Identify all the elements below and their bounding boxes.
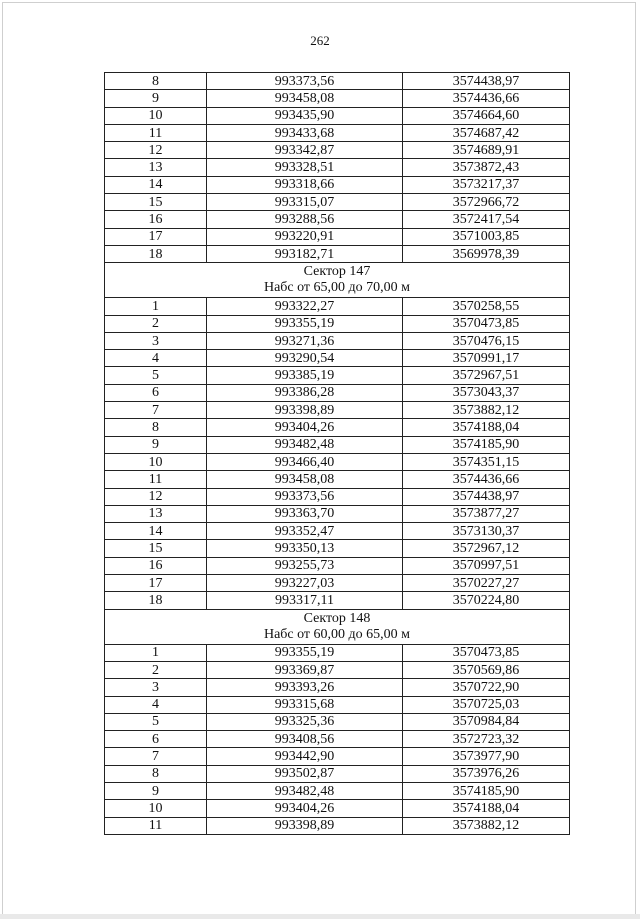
sector-header-row — [105, 263, 570, 298]
table-row — [105, 505, 570, 522]
point-number-cell: 9 — [105, 782, 207, 799]
point-number-cell: 17 — [105, 575, 207, 592]
table-row — [105, 384, 570, 401]
table-row — [105, 315, 570, 332]
point-number-cell: 8 — [105, 419, 207, 436]
y-coordinate-cell: 3574185,90 — [403, 782, 570, 799]
y-coordinate-cell: 3574436,66 — [403, 90, 570, 107]
x-coordinate-cell: 993315,07 — [207, 194, 403, 211]
point-number-cell: 12 — [105, 142, 207, 159]
y-coordinate-cell: 3574188,04 — [403, 800, 570, 817]
table-row — [105, 124, 570, 141]
sector-title: Сектор 147 — [303, 264, 371, 280]
point-number-cell: 15 — [105, 540, 207, 557]
point-number-cell: 17 — [105, 228, 207, 245]
table-row — [105, 713, 570, 730]
table-row — [105, 194, 570, 211]
table-row — [105, 557, 570, 574]
point-number-cell: 13 — [105, 505, 207, 522]
scan-bottom-edge — [0, 914, 640, 919]
y-coordinate-cell: 3570473,85 — [403, 315, 570, 332]
y-coordinate-cell: 3570569,86 — [403, 661, 570, 678]
table-row — [105, 540, 570, 557]
y-coordinate-cell: 3574664,60 — [403, 107, 570, 124]
table-row — [105, 782, 570, 799]
table-row — [105, 696, 570, 713]
table-row — [105, 419, 570, 436]
y-coordinate-cell: 3573882,12 — [403, 402, 570, 419]
y-coordinate-cell: 3573217,37 — [403, 176, 570, 193]
y-coordinate-cell: 3574188,04 — [403, 419, 570, 436]
point-number-cell: 7 — [105, 748, 207, 765]
table-row — [105, 90, 570, 107]
y-coordinate-cell: 3570991,17 — [403, 350, 570, 367]
table-row — [105, 523, 570, 540]
x-coordinate-cell: 993352,47 — [207, 523, 403, 540]
y-coordinate-cell: 3573130,37 — [403, 523, 570, 540]
table-row — [105, 488, 570, 505]
y-coordinate-cell: 3572966,72 — [403, 194, 570, 211]
sector-elevation-range: Набс от 60,00 до 65,00 м — [263, 626, 411, 642]
x-coordinate-cell: 993408,56 — [207, 731, 403, 748]
table-row — [105, 731, 570, 748]
point-number-cell: 14 — [105, 176, 207, 193]
x-coordinate-cell: 993369,87 — [207, 661, 403, 678]
point-number-cell: 6 — [105, 384, 207, 401]
y-coordinate-cell: 3570984,84 — [403, 713, 570, 730]
y-coordinate-cell: 3574687,42 — [403, 124, 570, 141]
point-number-cell: 10 — [105, 453, 207, 470]
point-number-cell: 1 — [105, 298, 207, 315]
sector-elevation-range: Набс от 65,00 до 70,00 м — [263, 280, 411, 296]
coordinates-table-body — [105, 73, 570, 835]
table-row — [105, 107, 570, 124]
x-coordinate-cell: 993435,90 — [207, 107, 403, 124]
x-coordinate-cell: 993350,13 — [207, 540, 403, 557]
point-number-cell: 9 — [105, 436, 207, 453]
x-coordinate-cell: 993322,27 — [207, 298, 403, 315]
point-number-cell: 3 — [105, 332, 207, 349]
table-row — [105, 817, 570, 834]
x-coordinate-cell: 993315,68 — [207, 696, 403, 713]
point-number-cell: 11 — [105, 817, 207, 834]
table-row — [105, 765, 570, 782]
table-row — [105, 350, 570, 367]
y-coordinate-cell: 3574185,90 — [403, 436, 570, 453]
x-coordinate-cell: 993290,54 — [207, 350, 403, 367]
y-coordinate-cell: 3573882,12 — [403, 817, 570, 834]
x-coordinate-cell: 993482,48 — [207, 782, 403, 799]
y-coordinate-cell: 3573872,43 — [403, 159, 570, 176]
table-row — [105, 228, 570, 245]
table-row — [105, 453, 570, 470]
y-coordinate-cell: 3572723,32 — [403, 731, 570, 748]
point-number-cell: 18 — [105, 592, 207, 609]
y-coordinate-cell: 3574351,15 — [403, 453, 570, 470]
table-row — [105, 436, 570, 453]
x-coordinate-cell: 993373,56 — [207, 73, 403, 90]
point-number-cell: 16 — [105, 557, 207, 574]
point-number-cell: 5 — [105, 367, 207, 384]
table-row — [105, 679, 570, 696]
x-coordinate-cell: 993398,89 — [207, 817, 403, 834]
y-coordinate-cell: 3574436,66 — [403, 471, 570, 488]
table-row — [105, 159, 570, 176]
table-row — [105, 644, 570, 661]
table-row — [105, 575, 570, 592]
x-coordinate-cell: 993404,26 — [207, 800, 403, 817]
table-row — [105, 471, 570, 488]
table-row — [105, 211, 570, 228]
x-coordinate-cell: 993482,48 — [207, 436, 403, 453]
page-number: 262 — [310, 33, 330, 48]
x-coordinate-cell: 993385,19 — [207, 367, 403, 384]
table-row — [105, 800, 570, 817]
x-coordinate-cell: 993288,56 — [207, 211, 403, 228]
y-coordinate-cell: 3574438,97 — [403, 73, 570, 90]
table-row — [105, 367, 570, 384]
table-row — [105, 332, 570, 349]
y-coordinate-cell: 3570224,80 — [403, 592, 570, 609]
table-row — [105, 402, 570, 419]
y-coordinate-cell: 3569978,39 — [403, 245, 570, 262]
point-number-cell: 11 — [105, 124, 207, 141]
point-number-cell: 7 — [105, 402, 207, 419]
x-coordinate-cell: 993342,87 — [207, 142, 403, 159]
point-number-cell: 3 — [105, 679, 207, 696]
x-coordinate-cell: 993271,36 — [207, 332, 403, 349]
table-row — [105, 661, 570, 678]
y-coordinate-cell: 3574689,91 — [403, 142, 570, 159]
y-coordinate-cell: 3570258,55 — [403, 298, 570, 315]
y-coordinate-cell: 3570227,27 — [403, 575, 570, 592]
sector-title: Сектор 148 — [303, 610, 371, 626]
point-number-cell: 1 — [105, 644, 207, 661]
point-number-cell: 4 — [105, 350, 207, 367]
x-coordinate-cell: 993355,19 — [207, 315, 403, 332]
point-number-cell: 6 — [105, 731, 207, 748]
x-coordinate-cell: 993404,26 — [207, 419, 403, 436]
y-coordinate-cell: 3570722,90 — [403, 679, 570, 696]
x-coordinate-cell: 993373,56 — [207, 488, 403, 505]
point-number-cell: 2 — [105, 661, 207, 678]
y-coordinate-cell: 3571003,85 — [403, 228, 570, 245]
y-coordinate-cell: 3573877,27 — [403, 505, 570, 522]
point-number-cell: 4 — [105, 696, 207, 713]
x-coordinate-cell: 993502,87 — [207, 765, 403, 782]
x-coordinate-cell: 993227,03 — [207, 575, 403, 592]
y-coordinate-cell: 3572967,12 — [403, 540, 570, 557]
table-row — [105, 592, 570, 609]
point-number-cell: 13 — [105, 159, 207, 176]
y-coordinate-cell: 3573976,26 — [403, 765, 570, 782]
y-coordinate-cell: 3570725,03 — [403, 696, 570, 713]
point-number-cell: 12 — [105, 488, 207, 505]
point-number-cell: 2 — [105, 315, 207, 332]
point-number-cell: 10 — [105, 800, 207, 817]
x-coordinate-cell: 993386,28 — [207, 384, 403, 401]
x-coordinate-cell: 993458,08 — [207, 471, 403, 488]
y-coordinate-cell: 3572417,54 — [403, 211, 570, 228]
y-coordinate-cell: 3570997,51 — [403, 557, 570, 574]
point-number-cell: 15 — [105, 194, 207, 211]
x-coordinate-cell: 993255,73 — [207, 557, 403, 574]
y-coordinate-cell: 3574438,97 — [403, 488, 570, 505]
sector-header-row — [105, 609, 570, 644]
x-coordinate-cell: 993220,91 — [207, 228, 403, 245]
x-coordinate-cell: 993328,51 — [207, 159, 403, 176]
table-row — [105, 142, 570, 159]
x-coordinate-cell: 993393,26 — [207, 679, 403, 696]
point-number-cell: 14 — [105, 523, 207, 540]
x-coordinate-cell: 993466,40 — [207, 453, 403, 470]
x-coordinate-cell: 993355,19 — [207, 644, 403, 661]
y-coordinate-cell: 3573043,37 — [403, 384, 570, 401]
x-coordinate-cell: 993442,90 — [207, 748, 403, 765]
table-row — [105, 748, 570, 765]
y-coordinate-cell: 3573977,90 — [403, 748, 570, 765]
point-number-cell: 18 — [105, 245, 207, 262]
table-row — [105, 176, 570, 193]
y-coordinate-cell: 3570473,85 — [403, 644, 570, 661]
point-number-cell: 5 — [105, 713, 207, 730]
table-row — [105, 245, 570, 262]
coordinates-table — [104, 72, 570, 835]
point-number-cell: 8 — [105, 73, 207, 90]
point-number-cell: 9 — [105, 90, 207, 107]
x-coordinate-cell: 993363,70 — [207, 505, 403, 522]
x-coordinate-cell: 993318,66 — [207, 176, 403, 193]
x-coordinate-cell: 993398,89 — [207, 402, 403, 419]
sector-header-cell — [105, 609, 570, 644]
point-number-cell: 10 — [105, 107, 207, 124]
sector-header-cell — [105, 263, 570, 298]
y-coordinate-cell: 3572967,51 — [403, 367, 570, 384]
table-row — [105, 298, 570, 315]
table-row — [105, 73, 570, 90]
x-coordinate-cell: 993433,68 — [207, 124, 403, 141]
y-coordinate-cell: 3570476,15 — [403, 332, 570, 349]
x-coordinate-cell: 993458,08 — [207, 90, 403, 107]
point-number-cell: 16 — [105, 211, 207, 228]
x-coordinate-cell: 993325,36 — [207, 713, 403, 730]
x-coordinate-cell: 993317,11 — [207, 592, 403, 609]
x-coordinate-cell: 993182,71 — [207, 245, 403, 262]
point-number-cell: 11 — [105, 471, 207, 488]
point-number-cell: 8 — [105, 765, 207, 782]
